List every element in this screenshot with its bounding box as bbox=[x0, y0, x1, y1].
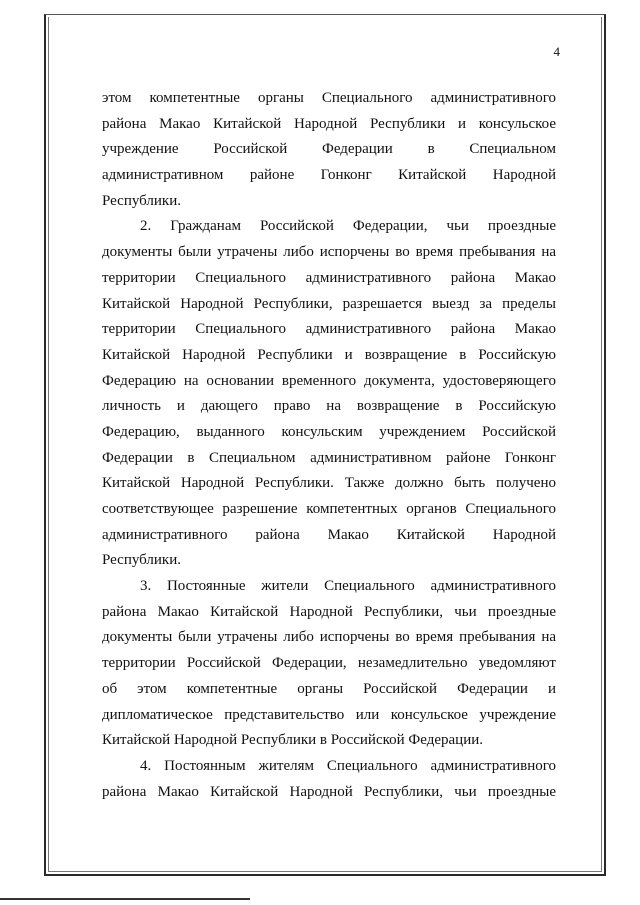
page-number: 4 bbox=[553, 44, 560, 59]
text-line: учреждение Российской Федерации в Специальном bbox=[102, 141, 556, 158]
text-line: личность и дающего право на возвращение в Российскую bbox=[102, 398, 556, 415]
text-line: района Макао Китайской Народной Республики, чьи проездные bbox=[102, 603, 556, 620]
text-line: Федерации в Специальном административном районе Гонконг bbox=[102, 449, 556, 466]
text-line: территории Специального административного района Макао bbox=[102, 321, 556, 338]
text-line: Китайской Народной Республики и возвращение в Российскую bbox=[102, 346, 556, 363]
text-line: Республики. bbox=[102, 192, 181, 209]
text-line: территории Специального административного района Макао bbox=[102, 269, 556, 286]
text-line: 4. Постоянным жителям Специального административного bbox=[140, 757, 556, 774]
text-line: об этом компетентные органы Российской Федерации и bbox=[102, 680, 556, 697]
paragraph bbox=[102, 214, 556, 574]
text-line: района Макао Китайской Народной Республики, чьи проездные bbox=[102, 783, 556, 800]
paragraph bbox=[102, 754, 556, 805]
text-line: административном районе Гонконг Китайской Народной bbox=[102, 167, 556, 184]
text-line: района Макао Китайской Народной Республики и консульское bbox=[102, 115, 556, 132]
paragraph bbox=[102, 574, 556, 754]
text-line: документы были утрачены либо испорчены во время пребывания на bbox=[102, 244, 556, 261]
text-line: Китайской Народной Республики, разрешается выезд за пределы bbox=[102, 295, 556, 312]
text-line: дипломатическое представительство или консульское учреждение bbox=[102, 706, 556, 723]
paragraph bbox=[102, 86, 556, 214]
text-line: Китайской Народной Республики. Также должно быть получено bbox=[102, 475, 556, 492]
document-body bbox=[102, 86, 556, 805]
text-line: Китайской Народной Республики в Российской Федерации. bbox=[102, 732, 484, 749]
text-line: соответствующее разрешение компетентных органов Специального bbox=[102, 501, 556, 517]
text-line: Республики. bbox=[102, 552, 181, 569]
text-line: Федерацию на основании временного документа, удостоверяющего bbox=[102, 372, 556, 389]
text-line: 3. Постоянные жители Специального административного bbox=[140, 578, 556, 595]
text-line: документы были утрачены либо испорчены во время пребывания на bbox=[102, 629, 556, 646]
text-line: административного района Макао Китайской Народной bbox=[102, 526, 556, 543]
scan-bottom-rule bbox=[0, 898, 250, 900]
text-line: территории Российской Федерации, незамедлительно уведомляют bbox=[102, 655, 556, 672]
text-line: 2. Гражданам Российской Федерации, чьи проездные bbox=[140, 218, 556, 235]
text-line: этом компетентные органы Специального административного bbox=[102, 90, 556, 106]
text-line: Федерацию, выданного консульским учреждением Российской bbox=[102, 423, 556, 440]
